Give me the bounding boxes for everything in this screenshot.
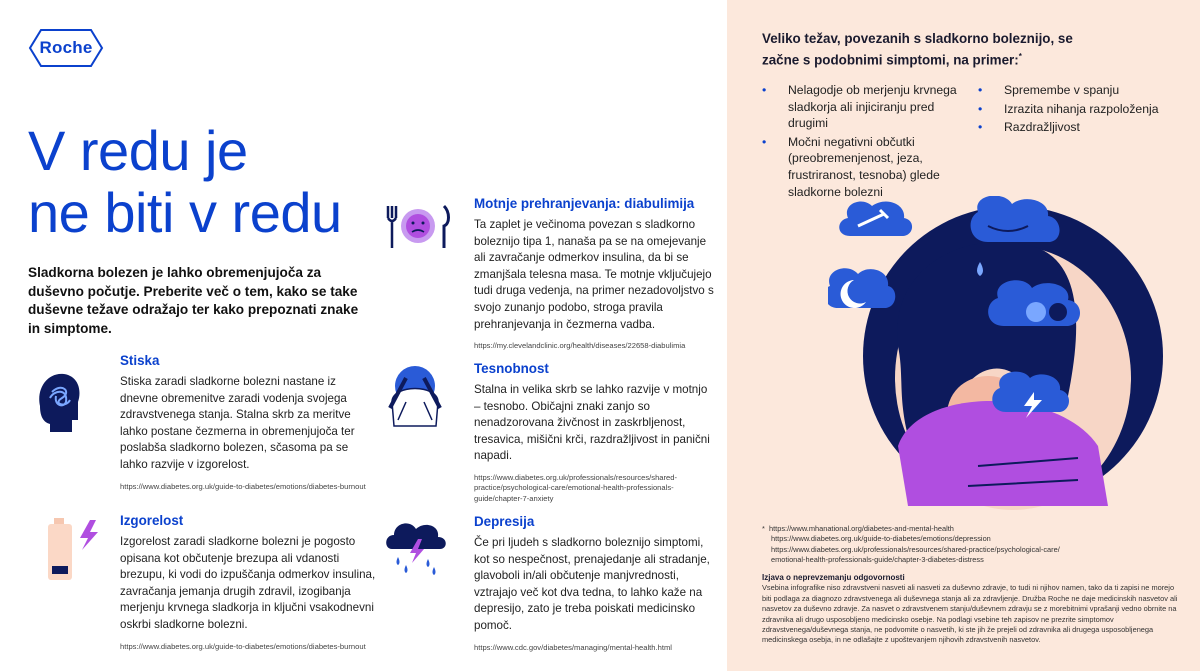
low-battery-icon <box>44 514 106 589</box>
symptoms-title-mark: * <box>1018 52 1022 61</box>
section-izgorelost <box>120 513 382 652</box>
head-scribble-icon <box>32 368 82 445</box>
section-source: https://www.diabetes.org.uk/professionals/resources/shared-practice/psychological-care/emotional-health-professionals-guide/chapter-7-anxiety <box>474 472 678 503</box>
anxious-person-icon <box>384 362 446 433</box>
footnote-line-text: https://www.mhanational.org/diabetes-and-mental-health <box>769 524 954 533</box>
symptoms-title-text: Veliko težav, povezanih s sladkorno boleznijo, se začne s podobnimi simptomi, na primer: <box>762 31 1073 68</box>
list-item: • Razdražljivost <box>978 119 1178 136</box>
section-tesnobnost <box>474 361 714 504</box>
section-body: Ta zaplet je večinoma povezan s sladkorno boleznijo tipa 1, nanaša pa se na omejevanje ali zavračanje odmerkov insulina, da bi se zmanjšala telesna masa. Te motnje vključujejo tudi druga vedenja, na primer nezadovoljstvo s svojo zunanjo podobo, stroga pravila prehranjevanja in čezmerna vadba. <box>474 218 714 331</box>
symptoms-list-1 <box>762 82 962 202</box>
section-body: Izgorelost zaradi sladkorne bolezni je pogosto opisana kot občutenje brezupa ali vdanosti brezupu, ki vodi do izpuščanja odmerkov insulina, zavračanja jemanja drugih zdravil, izogibanja merjenju krvnega sladkorja in ključni vsakodnevni oskrbi sladkorne bolezni. <box>120 535 376 631</box>
footnote-line: https://www.diabetes.org.uk/professionals/resources/shared-practice/psychological-care/ <box>771 544 1060 554</box>
section-source: https://my.clevelandclinic.org/health/diseases/22658-diabulimia <box>474 341 686 351</box>
symptoms-title <box>762 30 1082 69</box>
section-stiska <box>120 353 372 492</box>
footnote-line: emotional-health-professionals-guide/chapter-3-diabetes-distress <box>771 555 984 565</box>
footnote-mark: * <box>762 524 765 533</box>
list-item: • Spremembe v spanju <box>978 82 1178 99</box>
section-title: Motnje prehranjevanja: diabulimija <box>474 196 695 211</box>
intro-text: Sladkorna bolezen je lahko obremenjujoča za duševno počutje. Preberite več o tem, kako se take duševne težave odražajo ter kako prepoznati znake in simptome. <box>28 265 359 336</box>
disclaimer-title: Izjava o neprevzemanju odgovornosti <box>762 573 905 582</box>
footnote-line <box>762 524 1142 534</box>
footnote-line: https://www.diabetes.org.uk/guide-to-diabetes/emotions/depression <box>771 534 991 544</box>
section-body: Če pri ljudeh s sladkorno boleznijo simptomi, kot so nespečnost, prenajedanje ali stradanje, glavoboli in/ali občutenje manjvrednosti, vztrajajo več kot dva tedna, to lahko kaže na depresijo, zato je treba poiskati medicinsko pomoč. <box>474 536 710 632</box>
section-source: https://www.diabetes.org.uk/guide-to-diabetes/emotions/diabetes-burnout <box>120 481 366 491</box>
page-title <box>28 120 388 244</box>
logo-text: Roche <box>39 38 93 57</box>
plate-fork-knife-icon <box>384 202 454 257</box>
disclaimer <box>762 573 1182 646</box>
section-title: Depresija <box>474 514 535 529</box>
list-item: • Nelagodje ob merjenju krvnega sladkorja ali injiciranju pred drugimi <box>762 82 962 132</box>
section-title: Stiska <box>120 353 160 368</box>
section-diabulimija <box>474 196 714 352</box>
disclaimer-body: Vsebina infografike niso zdravstveni nasveti ali nasveti za duševno zdravje, to tudi ni njihov namen, tako da ti zapisi ne morejo biti podlaga za diagnozo zdravstvenega ali duševnega stanja ali za zdravljenje. Družba Roche ne daje medicinskih nasvetov ali nasvetov za duševno zdravje. Za nasvet o zdravstvenem stanju/duševnem zdravju se z morebitnimi vprašanji vedno obrnite na zdravnika ali drugo usposobljeno medicinsko osebje. Na podlagi vsebine teh zapisov ne prezrite simptomov zdravstvenega/duševnega stanja, ne podvomite o nasvetih, ki ste jih že prejeli od zdravnika ali drugega usposobljenega medicinskega osebja, in ne odlašajte z upoštevanjem njihovih zdravstvenih nasvetov. <box>762 583 1178 645</box>
list-item: • Močni negativni občutki (preobremenjenost, jeza, frustriranost, tesnoba) glede sladkorne bolezni <box>762 134 962 200</box>
roche-logo <box>28 28 104 68</box>
section-body: Stiska zaradi sladkorne bolezni nastane iz dnevne obremenitve zaradi vodenja svojega zdravstvenega stanja. Stalna skrb za meritve lahko postane čezmerna in obremenjujoča ter poslabša sladkorno bolezen, sčasoma pa se lahko razvije v izgorelost. <box>120 375 355 471</box>
section-source: https://www.cdc.gov/diabetes/managing/mental-health.html <box>474 642 672 652</box>
list-item: • Izrazita nihanja razpoloženja <box>978 101 1178 118</box>
section-source: https://www.diabetes.org.uk/guide-to-diabetes/emotions/diabetes-burnout <box>120 641 366 651</box>
section-title: Tesnobnost <box>474 361 549 376</box>
woman-with-clouds-illustration <box>828 196 1188 521</box>
symptoms-list-2 <box>978 82 1178 138</box>
section-body: Stalna in velika skrb se lahko razvije v motnjo – tesnobo. Običajni znaki zanjo so nenadzorovana živčnost in zaskrbljenost, tresavica, mišični krči, razdražljivost in panični napadi. <box>474 383 710 463</box>
page-title-line-1: V redu je <box>28 119 248 182</box>
footnotes <box>762 524 1142 566</box>
section-title: Izgorelost <box>120 513 184 528</box>
storm-cloud-icon <box>384 515 450 582</box>
section-depresija <box>474 514 714 653</box>
page-title-line-2: ne biti v redu <box>28 181 342 244</box>
